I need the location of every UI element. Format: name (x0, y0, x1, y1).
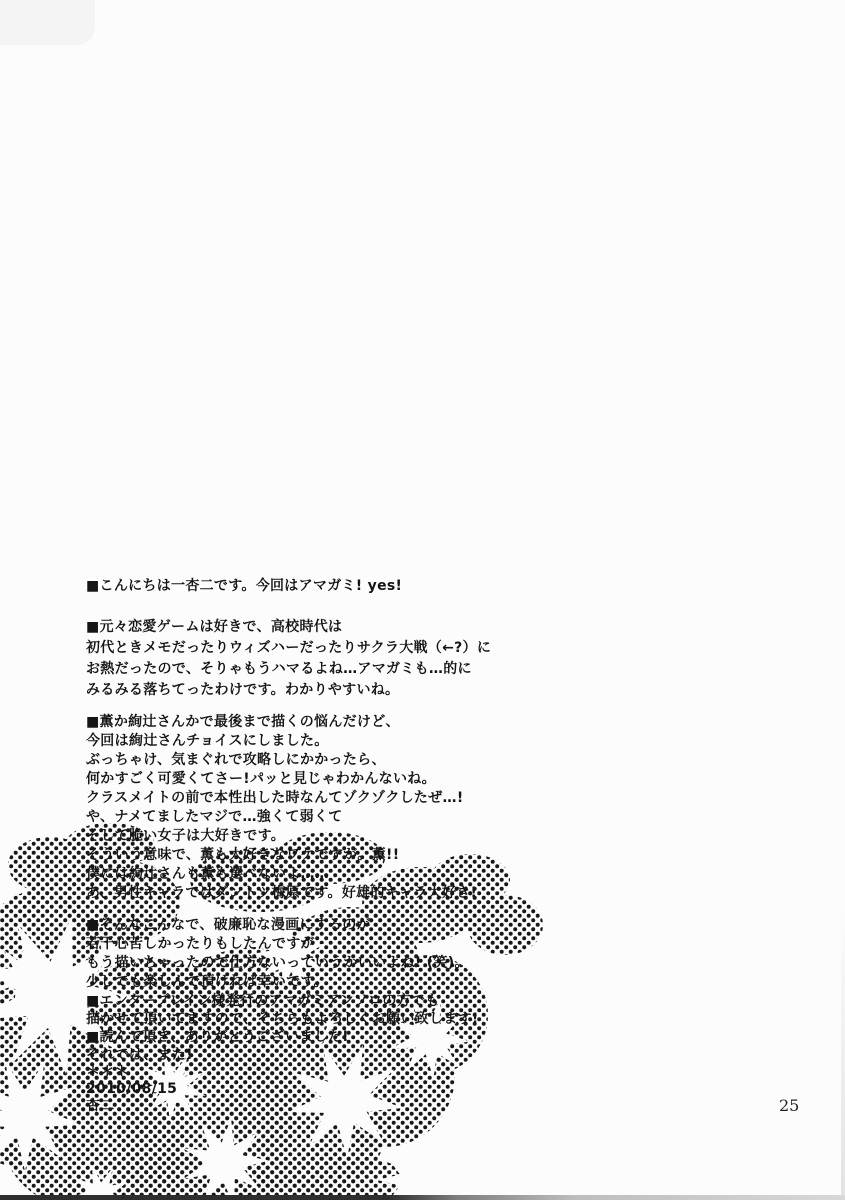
text-line: ■読んで頂き、ありがとうございました! (86, 1029, 349, 1045)
text-line: ぶっちゃけ、気まぐれで攻略しにかかったら、 (86, 752, 386, 768)
text-line: 2010/08/15 (86, 1081, 178, 1097)
text-line: 初代ときメモだったりウィズハーだったりサクラ大戦（←?）に (86, 640, 492, 656)
text-line: みるみる落ちてったわけです。わかりやすいね。 (86, 682, 400, 698)
date-line (86, 1081, 526, 1098)
asterisk-divider (86, 1064, 526, 1081)
scan-smudge (0, 0, 95, 45)
apology-paragraph (86, 916, 526, 992)
text-line: ■こんにちは一杏二です。今回はアマガミ! yes! (86, 578, 403, 594)
text-line: そういう意味で、薫も大好きなワケですが。薫!! (86, 847, 400, 863)
text-line: 描かせて頂いてますので、そちらもよろしくお願い致します! (86, 1011, 479, 1027)
text-line: 少しでも楽しんで頂ければ幸いです。 (86, 974, 328, 990)
afterword-text (86, 576, 526, 1115)
page-edge-shadow-right (841, 900, 845, 1200)
text-line: お熱だったので、そりゃもうハマるよね…アマガミも…的に (86, 661, 472, 677)
text-line: 杏二 (86, 1098, 115, 1114)
games-paragraph (86, 617, 526, 701)
thanks-paragraph (86, 1028, 526, 1064)
text-line: あ、男性キャラではダントツ梅原です。好雄的キャラ大好き! (86, 885, 478, 901)
text-line: そして脆い女子は大好きです。 (86, 828, 286, 844)
text-line: ■エンターブレイン様発行のアマガミアンソロの方でも (86, 993, 440, 1009)
anthology-paragraph (86, 992, 526, 1028)
text-line: ■元々恋愛ゲームは好きで、高校時代は (86, 619, 343, 635)
text-line: ■薫か絢辻さんかで最後まで描くの悩んだけど、 (86, 714, 400, 730)
greeting-paragraph (86, 576, 526, 597)
text-line: もう描いちゃったので仕方ないっていうかいいよね! (笑)。 (86, 955, 469, 971)
page-number: 25 (779, 1096, 800, 1115)
page-edge-shadow (0, 1195, 845, 1200)
text-line: や、ナメてましたマジで…強くて弱くて (86, 809, 343, 825)
text-line: 今回は絢辻さんチョイスにしました。 (86, 733, 329, 749)
text-line: 若干心苦しかったりもしたんですが (86, 936, 315, 952)
text-line: 何かすごく可愛くてさー!パッと見じゃわかんないね。 (86, 771, 436, 787)
character-paragraph (86, 713, 526, 903)
signature-line (86, 1098, 526, 1115)
text-line: クラスメイトの前で本性出した時なんてゾクゾクしたぜ…! (86, 790, 464, 806)
text-line: ■そんなこんなで、破廉恥な漫画にするのが (86, 917, 371, 933)
text-line: それでは、また! (86, 1047, 193, 1063)
text-line: 僕には絢辻さんも薫も選べないよ…… (86, 866, 330, 882)
text-line: ＊＊＊ (86, 1064, 129, 1080)
